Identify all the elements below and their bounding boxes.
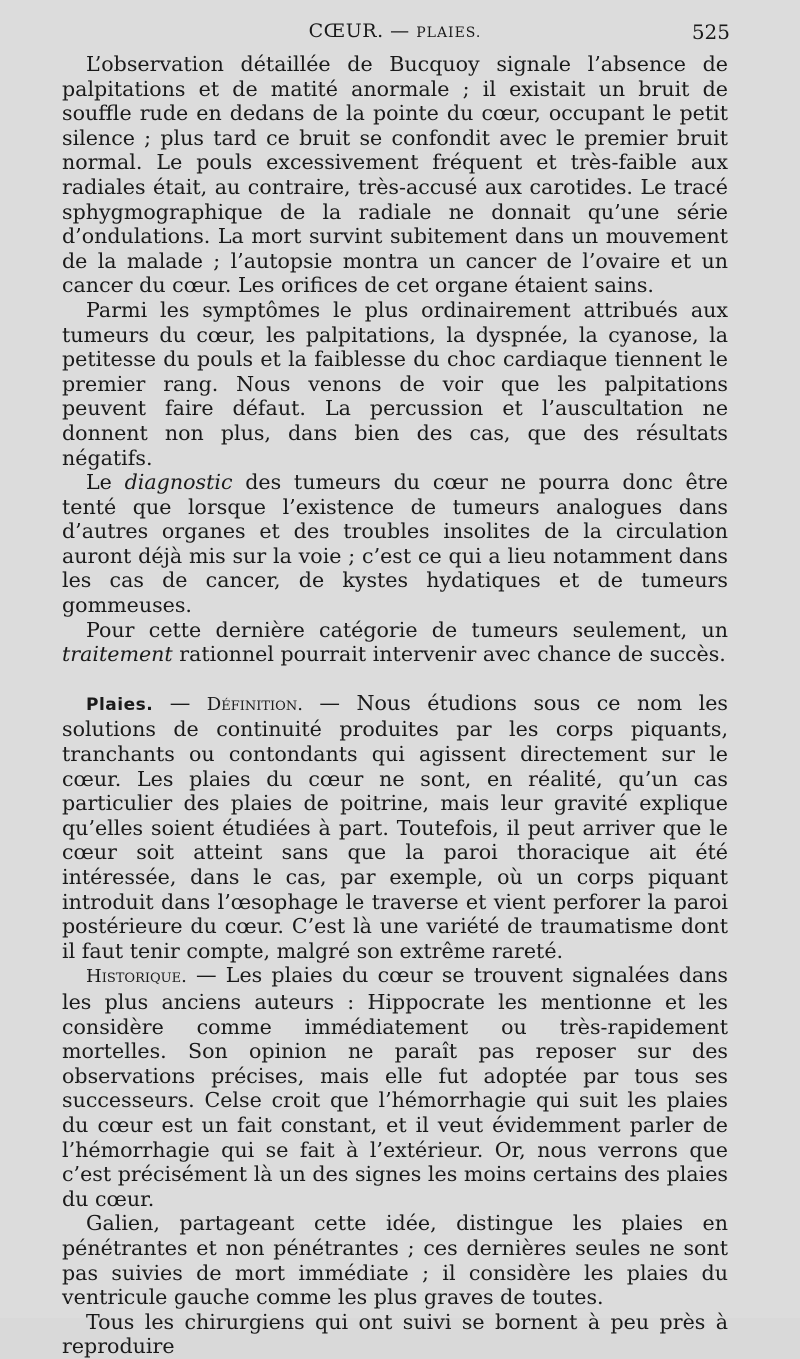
paragraph-definition: [62, 691, 728, 964]
diagnostic-term: diagnostic: [124, 470, 233, 495]
running-title-dash: —: [383, 20, 417, 42]
paragraph-chirurgiens: Tous les chirurgiens qui ont suivi se bornent à peu près à reproduire: [62, 1309, 728, 1359]
page-number: 525: [691, 20, 730, 44]
running-title-main: CŒUR.: [308, 20, 384, 42]
paragraph-historique: [62, 963, 728, 1211]
subheading-definition: Définition.: [206, 693, 303, 715]
running-title: [62, 20, 728, 42]
section-gap: [62, 667, 728, 691]
section-heading-plaies: Plaies.: [86, 694, 154, 715]
treatment-text-start: Pour cette dernière catégorie de tumeurs seulement, un: [86, 617, 728, 642]
paragraph-galien: Galien, partageant cette idée, distingue les plaies en pénétrantes et non pénétrantes ; ces dernières seules ne sont pas suivies de mort immédiate ; il considère les plaies du ventricule gauche comme les plus graves de toutes.: [62, 1211, 728, 1310]
treatment-text-end: rationnel pourrait intervenir avec chance de succès.: [172, 642, 726, 667]
paragraph-diagnostic: [62, 470, 728, 618]
paragraph-treatment: [62, 618, 728, 667]
treatment-term: traitement: [62, 642, 173, 667]
paragraph-symptoms: Parmi les symptômes le plus ordinairement attribués aux tumeurs du cœur, les palpitations, la dyspnée, la cyanose, la petitesse du pouls et la faiblesse du choc cardiaque tiennent le premier rang. Nous venons de voir que les palpitations peuvent faire défaut. La percussion et l’auscultation ne donnent non plus, dans bien des cas, que des résultats négatifs.: [62, 297, 728, 470]
diagnostic-text-start: Le: [86, 470, 125, 495]
subheading-historique: Historique.: [86, 966, 187, 988]
page-header: [62, 18, 728, 46]
historique-text: — Les plaies du cœur se trouvent signalées dans les plus anciens auteurs : Hippocrate les mentionne et les considère comme immédiatement ou très-rapidement mortelles. Son opinion ne paraît pas reposer sur des observations précises, mais elle fut adoptée par tous ses successeurs. Celse croit que l’hémorrhagie qui suit les plaies du cœur est un fait constant, et il veut évidemment parler de l’hémorrhagie qui se fait à l’extérieur. Or, nous verrons que c’est précisément là un des signes les moins certains des plaies du cœur.: [62, 963, 728, 1211]
running-title-sub: PLAIES.: [416, 25, 482, 41]
diagnostic-text-end: des tumeurs du cœur ne pourra donc être tenté que lorsque l’existence de tumeurs analogues dans d’autres organes et des troubles insolites de la circulation auront déjà mis sur la voie ; c’est ce qui a lieu notamment dans les cas de cancer, de kystes hydatiques et de tumeurs gommeuses.: [62, 470, 728, 618]
definition-text: — Nous étudions sous ce nom les solutions de continuité produites par les corps piquants, tranchants ou contondants qui agissent directement sur le cœur. Les plaies du cœur ne sont, en réalité, qu’un cas particulier des plaies de poitrine, mais leur gravité explique qu’elles soient étudiées à part. Toutefois, il peut arriver que le cœur soit atteint sans que la paroi thoracique ait été intéressée, dans le cas, par exemple, où un corps piquant introduit dans l’œsophage le traverse et vient perforer la paroi postérieure du cœur. C’est là une variété de traumatisme dont il faut tenir compte, malgré son extrême rareté.: [62, 690, 728, 963]
definition-dash: —: [153, 690, 207, 715]
paragraph-bucquoy-observation: L’observation détaillée de Bucquoy signale l’absence de palpitations et de matité anormale ; il existait un bruit de souffle rude en dedans de la pointe du cœur, occupant le petit silence ; plus tard ce bruit se confondit avec le premier bruit normal. Le pouls excessivement fréquent et très-faible aux radiales était, au contraire, très-accusé aux carotides. Le tracé sphygmographique de la radiale ne donnait qu’une série d’ondulations. La mort survint subitement dans un mouvement de la malade ; l’autopsie montra un cancer de l’ovaire et un cancer du cœur. Les orifices de cet organe étaient sains.: [62, 52, 728, 298]
body-text: [62, 52, 728, 1359]
